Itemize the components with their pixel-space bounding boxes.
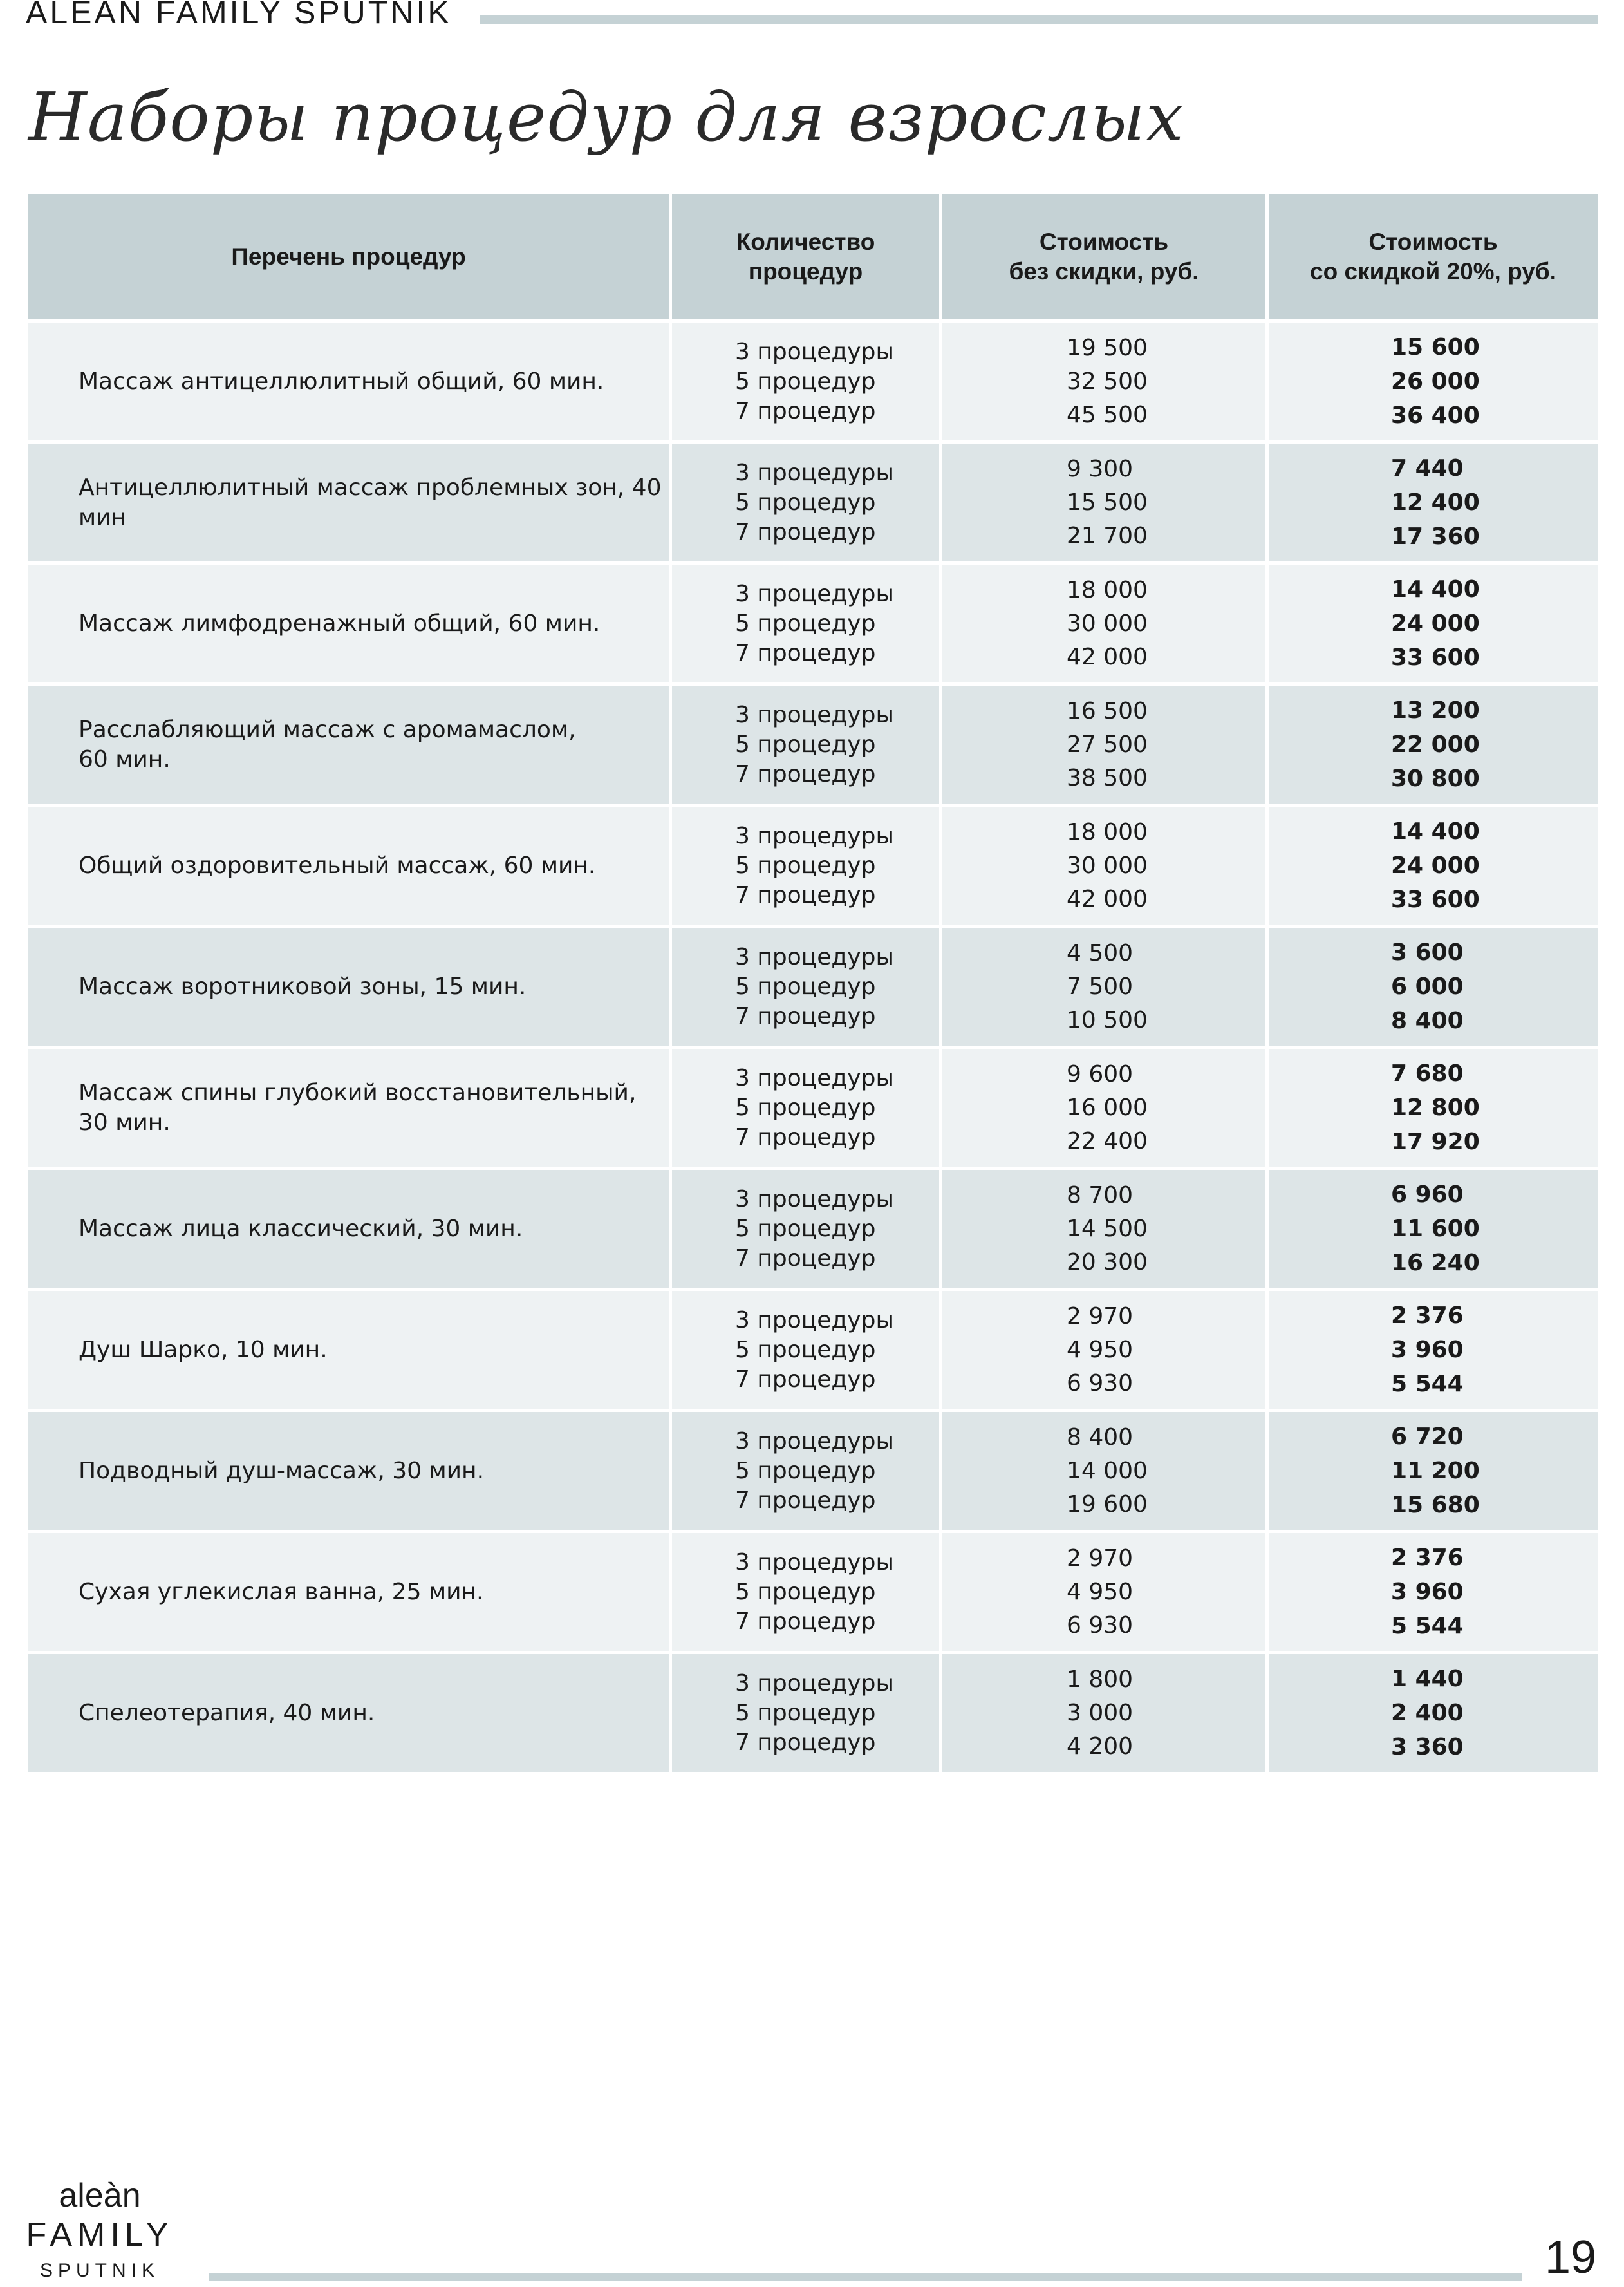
price-value: 30 000 — [1067, 610, 1148, 637]
table-row — [28, 1288, 1598, 1409]
discount-price-cell — [1269, 319, 1598, 440]
price-cell — [942, 319, 1269, 440]
procedure-count: 3 процедуры — [735, 943, 894, 970]
count-cell — [672, 1288, 942, 1409]
procedure-name: Антицеллюлитный массаж проблемных зон, 40 мин — [79, 474, 662, 531]
procedure-name: 60 мин. — [79, 746, 171, 773]
procedure-name-cell — [28, 319, 672, 440]
price-value: 6 930 — [1067, 1612, 1134, 1639]
procedure-count: 7 процедур — [735, 1608, 876, 1635]
procedure-count: 3 процедуры — [735, 338, 894, 365]
procedure-name: Общий оздоровительный массаж, 60 мин. — [79, 852, 596, 879]
procedure-count: 3 процедуры — [735, 1670, 894, 1697]
discount-price-value: 5 544 — [1391, 1371, 1464, 1397]
procedure-count: 7 процедур — [735, 760, 876, 787]
procedure-name: Массаж воротниковой зоны, 15 мин. — [79, 973, 527, 1000]
count-cell — [672, 925, 942, 1046]
discount-price-cell — [1269, 1530, 1598, 1651]
discount-price-value: 14 400 — [1391, 818, 1480, 845]
discount-price-cell — [1269, 1167, 1598, 1288]
logo-alean: aleàn — [59, 2177, 141, 2214]
table-row — [28, 1167, 1598, 1288]
price-cell — [942, 1046, 1269, 1167]
discount-price-value: 14 400 — [1391, 576, 1480, 603]
price-cell — [942, 1651, 1269, 1772]
price-value: 4 950 — [1067, 1336, 1134, 1363]
discount-price-value: 36 400 — [1391, 402, 1480, 429]
procedure-name-cell — [28, 682, 672, 804]
procedure-count: 3 процедуры — [735, 459, 894, 486]
procedure-name: Массаж антицеллюлитный общий, 60 мин. — [79, 368, 604, 395]
col-header-discount-line: Стоимость — [1368, 229, 1498, 255]
price-value: 16 500 — [1067, 697, 1148, 724]
price-value: 15 500 — [1067, 489, 1148, 516]
procedure-name-cell — [28, 440, 672, 561]
discount-price-value: 22 000 — [1391, 731, 1480, 758]
procedure-count: 5 процедур — [735, 731, 876, 758]
price-value: 42 000 — [1067, 885, 1148, 912]
discount-price-value: 5 544 — [1391, 1613, 1464, 1639]
discount-price-value: 1 440 — [1391, 1666, 1464, 1692]
price-value: 4 950 — [1067, 1578, 1134, 1605]
procedure-name: Массаж лимфодренажный общий, 60 мин. — [79, 610, 601, 637]
procedure-count: 7 процедур — [735, 881, 876, 908]
price-value: 4 500 — [1067, 939, 1134, 966]
discount-price-value: 17 920 — [1391, 1129, 1480, 1155]
discount-price-value: 12 800 — [1391, 1095, 1480, 1121]
procedure-count: 3 процедуры — [735, 1548, 894, 1576]
procedure-name-cell — [28, 1167, 672, 1288]
price-cell — [942, 440, 1269, 561]
count-cell — [672, 1046, 942, 1167]
price-value: 45 500 — [1067, 401, 1148, 428]
price-value: 6 930 — [1067, 1369, 1134, 1397]
discount-price-cell — [1269, 440, 1598, 561]
procedure-count: 5 процедур — [735, 489, 876, 516]
procedure-count: 3 процедуры — [735, 701, 894, 728]
procedure-count: 5 процедур — [735, 1578, 876, 1605]
col-header-price-line: без скидки, руб. — [1009, 258, 1199, 285]
table-row — [28, 1409, 1598, 1530]
footer-divider — [209, 2273, 1522, 2281]
procedure-count: 5 процедур — [735, 852, 876, 879]
col-header-procedures: Перечень процедур — [28, 194, 672, 319]
procedure-count: 5 процедур — [735, 973, 876, 1000]
price-value: 2 970 — [1067, 1303, 1134, 1330]
price-value: 9 600 — [1067, 1060, 1134, 1087]
table-body — [28, 319, 1598, 1772]
discount-price-value: 24 000 — [1391, 610, 1480, 637]
procedure-name-cell — [28, 1046, 672, 1167]
procedure-count: 3 процедуры — [735, 1427, 894, 1454]
procedure-count: 7 процедур — [735, 1366, 876, 1393]
discount-price-value: 11 600 — [1391, 1216, 1480, 1242]
count-cell — [672, 1651, 942, 1772]
brand-header: ALEAN FAMILY SPUTNIK — [26, 0, 452, 30]
procedure-count: 5 процедур — [735, 1699, 876, 1726]
discount-price-value: 6 720 — [1391, 1424, 1464, 1450]
discount-price-value: 13 200 — [1391, 697, 1480, 724]
count-cell — [672, 561, 942, 682]
price-value: 16 000 — [1067, 1094, 1148, 1121]
price-value: 22 400 — [1067, 1127, 1148, 1154]
procedure-count: 7 процедур — [735, 639, 876, 666]
price-value: 3 000 — [1067, 1699, 1134, 1726]
discount-price-value: 3 960 — [1391, 1337, 1464, 1363]
procedure-name-cell — [28, 1651, 672, 1772]
price-value: 18 000 — [1067, 576, 1148, 603]
discount-price-value: 12 400 — [1391, 489, 1480, 516]
price-value: 14 500 — [1067, 1215, 1148, 1242]
price-cell — [942, 1167, 1269, 1288]
col-header-price-line: Стоимость — [1039, 229, 1169, 255]
page-number: 19 — [1545, 2232, 1597, 2283]
procedure-name-cell — [28, 1409, 672, 1530]
count-cell — [672, 440, 942, 561]
procedure-count: 5 процедур — [735, 1457, 876, 1484]
price-value: 7 500 — [1067, 973, 1134, 1000]
price-value: 30 000 — [1067, 852, 1148, 879]
procedure-name-cell — [28, 1530, 672, 1651]
procedure-count: 5 процедур — [735, 1336, 876, 1363]
procedure-count: 5 процедур — [735, 610, 876, 637]
price-value: 8 400 — [1067, 1424, 1134, 1451]
procedure-name: Душ Шарко, 10 мин. — [79, 1336, 328, 1363]
col-header-discount-line: со скидкой 20%, руб. — [1310, 258, 1556, 285]
discount-price-value: 17 360 — [1391, 523, 1480, 550]
price-value: 8 700 — [1067, 1181, 1134, 1209]
procedure-count: 7 процедур — [735, 518, 876, 545]
price-cell — [942, 925, 1269, 1046]
procedure-name-cell — [28, 925, 672, 1046]
logo-sputnik: SPUTNIK — [39, 2260, 160, 2281]
table-row — [28, 440, 1598, 561]
discount-price-value: 2 376 — [1391, 1545, 1464, 1571]
price-value: 19 500 — [1067, 334, 1148, 361]
discount-price-cell — [1269, 1409, 1598, 1530]
table-row — [28, 1651, 1598, 1772]
discount-price-value: 30 800 — [1391, 766, 1480, 792]
procedure-name-cell — [28, 561, 672, 682]
discount-price-cell — [1269, 1288, 1598, 1409]
count-cell — [672, 1167, 942, 1288]
discount-price-value: 3 600 — [1391, 939, 1464, 966]
table-row — [28, 319, 1598, 440]
procedure-name: Расслабляющий массаж с аромамаслом, — [79, 716, 576, 743]
procedure-count: 7 процедур — [735, 1729, 876, 1756]
discount-price-value: 24 000 — [1391, 852, 1480, 879]
discount-price-cell — [1269, 561, 1598, 682]
discount-price-cell — [1269, 1651, 1598, 1772]
price-value: 38 500 — [1067, 764, 1148, 791]
discount-price-value: 15 600 — [1391, 334, 1480, 361]
discount-price-value: 6 000 — [1391, 974, 1464, 1000]
price-value: 4 200 — [1067, 1733, 1134, 1760]
discount-price-value: 33 600 — [1391, 887, 1480, 913]
count-cell — [672, 682, 942, 804]
count-cell — [672, 804, 942, 925]
procedure-count: 7 процедур — [735, 1487, 876, 1514]
procedure-count: 7 процедур — [735, 1124, 876, 1151]
price-value: 27 500 — [1067, 731, 1148, 758]
discount-price-value: 26 000 — [1391, 368, 1480, 395]
col-header-count-line: процедур — [748, 258, 863, 285]
discount-price-value: 15 680 — [1391, 1492, 1480, 1518]
table-header-row — [28, 194, 1598, 319]
price-value: 19 600 — [1067, 1491, 1148, 1518]
price-value: 18 000 — [1067, 818, 1148, 845]
table-row — [28, 682, 1598, 804]
procedure-name: Подводный душ-массаж, 30 мин. — [79, 1457, 485, 1484]
logo-family: FAMILY — [26, 2216, 174, 2254]
table-row — [28, 804, 1598, 925]
price-cell — [942, 682, 1269, 804]
price-value: 32 500 — [1067, 368, 1148, 395]
discount-price-value: 11 200 — [1391, 1458, 1480, 1484]
procedure-name: 30 мин. — [79, 1109, 171, 1136]
discount-price-value: 33 600 — [1391, 645, 1480, 671]
price-cell — [942, 804, 1269, 925]
procedure-count: 3 процедуры — [735, 1185, 894, 1212]
alean-family-sputnik-logo — [26, 2176, 174, 2287]
procedure-count: 3 процедуры — [735, 580, 894, 607]
header-divider — [480, 15, 1598, 24]
procedure-name-cell — [28, 804, 672, 925]
discount-price-value: 16 240 — [1391, 1250, 1480, 1276]
page-title: Наборы процедур для взрослых — [28, 78, 1184, 156]
procedure-name: Массаж лица классический, 30 мин. — [79, 1215, 523, 1242]
price-value: 2 970 — [1067, 1545, 1134, 1572]
price-value: 10 500 — [1067, 1006, 1148, 1033]
procedure-name-cell — [28, 1288, 672, 1409]
count-cell — [672, 1530, 942, 1651]
discount-price-value: 2 400 — [1391, 1700, 1464, 1726]
procedure-count: 3 процедуры — [735, 1306, 894, 1333]
procedure-name: Массаж спины глубокий восстановительный, — [79, 1079, 637, 1106]
discount-price-value: 2 376 — [1391, 1303, 1464, 1329]
discount-price-value: 3 360 — [1391, 1734, 1464, 1760]
table-row — [28, 1530, 1598, 1651]
discount-price-value: 6 960 — [1391, 1181, 1464, 1208]
price-value: 21 700 — [1067, 522, 1148, 549]
price-cell — [942, 1288, 1269, 1409]
procedure-count: 3 процедуры — [735, 1064, 894, 1091]
count-cell — [672, 319, 942, 440]
discount-price-value: 8 400 — [1391, 1008, 1464, 1034]
col-header-count-line: Количество — [736, 229, 875, 255]
procedure-count: 5 процедур — [735, 1094, 876, 1121]
procedure-count: 3 процедуры — [735, 822, 894, 849]
price-value: 20 300 — [1067, 1248, 1148, 1275]
procedure-count: 7 процедур — [735, 1002, 876, 1030]
count-cell — [672, 1409, 942, 1530]
discount-price-cell — [1269, 804, 1598, 925]
discount-price-cell — [1269, 1046, 1598, 1167]
price-value: 14 000 — [1067, 1457, 1148, 1484]
procedure-count: 7 процедур — [735, 397, 876, 424]
discount-price-value: 7 440 — [1391, 455, 1464, 482]
procedure-count: 7 процедур — [735, 1245, 876, 1272]
col-header-discount — [1269, 194, 1598, 319]
discount-price-cell — [1269, 682, 1598, 804]
col-header-count — [672, 194, 942, 319]
discount-price-value: 7 680 — [1391, 1060, 1464, 1087]
price-cell — [942, 1409, 1269, 1530]
table-row — [28, 1046, 1598, 1167]
price-value: 9 300 — [1067, 455, 1134, 482]
discount-price-cell — [1269, 925, 1598, 1046]
procedure-count: 5 процедур — [735, 368, 876, 395]
procedure-name: Сухая углекислая ванна, 25 мин. — [79, 1578, 484, 1605]
price-cell — [942, 561, 1269, 682]
table-row — [28, 925, 1598, 1046]
price-cell — [942, 1530, 1269, 1651]
discount-price-value: 3 960 — [1391, 1579, 1464, 1605]
col-header-price — [942, 194, 1269, 319]
price-value: 42 000 — [1067, 643, 1148, 670]
price-value: 1 800 — [1067, 1666, 1134, 1693]
procedure-count: 5 процедур — [735, 1215, 876, 1242]
table-row — [28, 561, 1598, 682]
procedure-name: Спелеотерапия, 40 мин. — [79, 1699, 375, 1726]
price-table — [28, 194, 1598, 1772]
